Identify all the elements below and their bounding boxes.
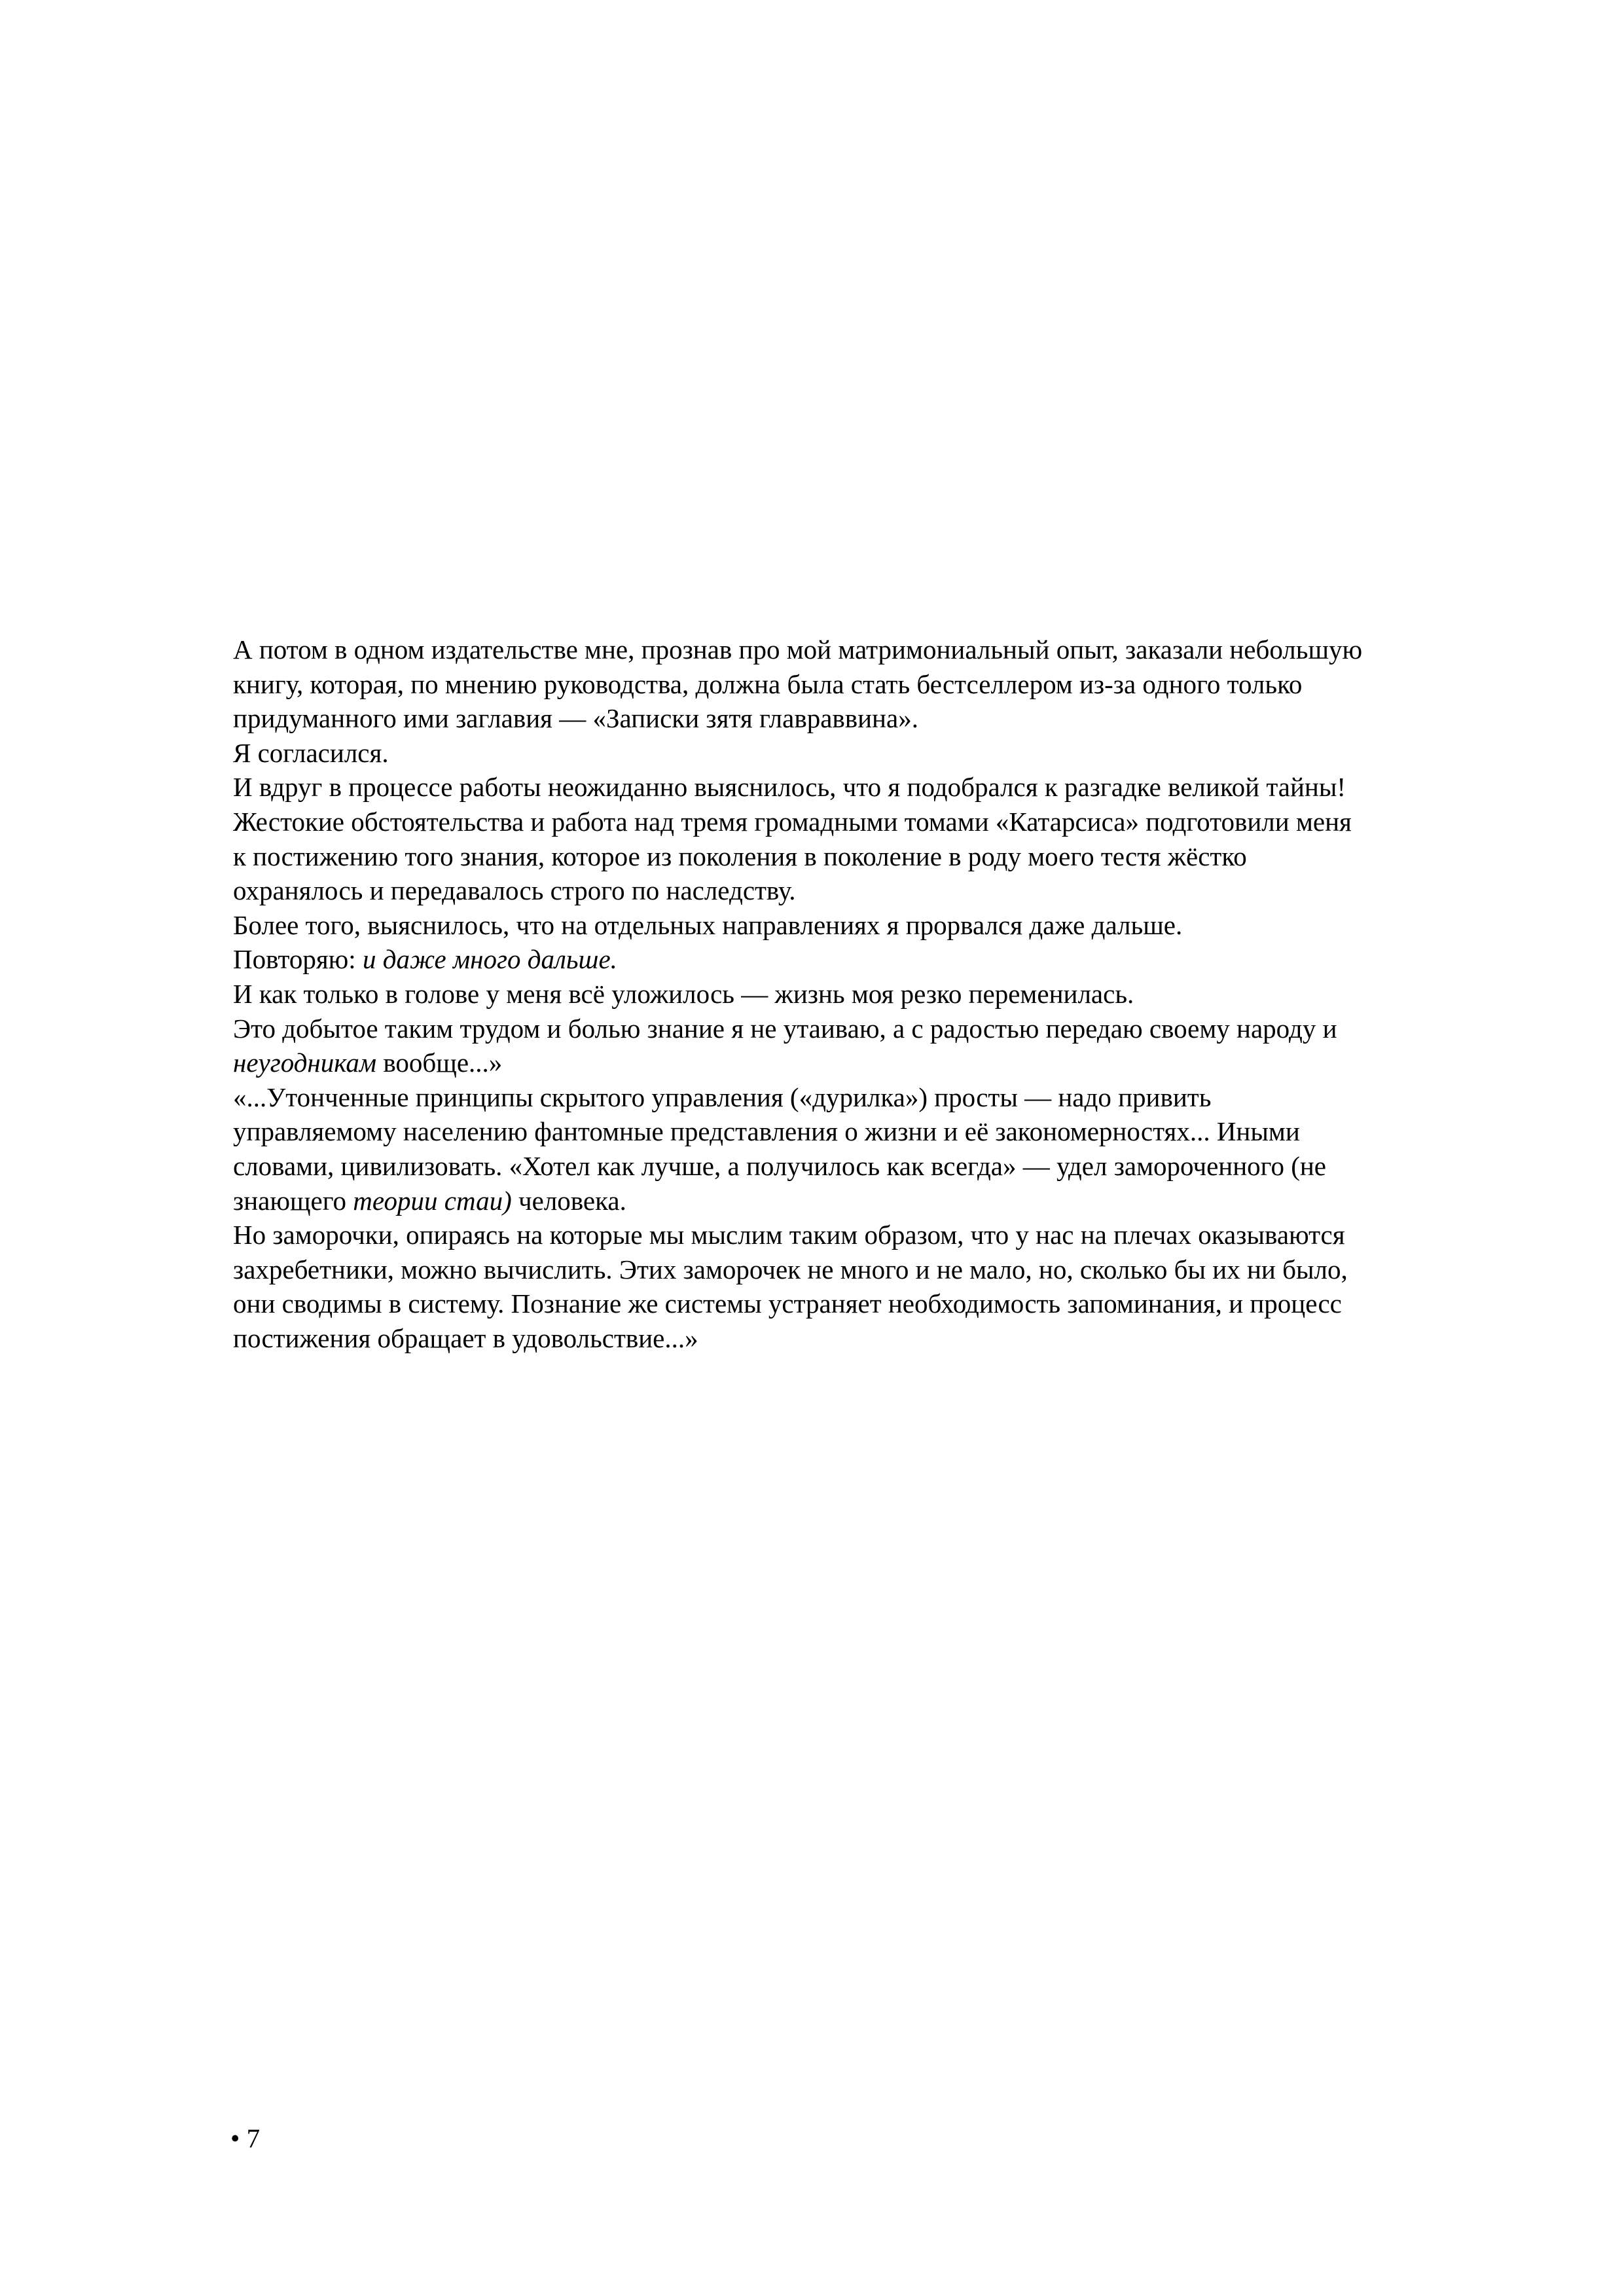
text-run: словами, цивилизовать. «Хотел как лучше, а получилось как всегда» — удел замороченного (не [233, 1150, 1327, 1181]
text-run: книгу, которая, по мнению руководства, должна была стать бестселлером из-за одного только [233, 668, 1303, 699]
text-run: знающего [233, 1185, 353, 1216]
text-line [233, 1218, 1536, 1252]
text-run: Повторяю: [233, 944, 363, 975]
text-line [233, 701, 1536, 736]
text-line [233, 942, 1536, 977]
page-footer [230, 2121, 260, 2155]
text-run: управляемому населению фантомные представления о жизни и её закономерностях... Иными [233, 1116, 1300, 1147]
text-run: они сводимы в систему. Познание же системы устраняет необходимость запоминания, и процесс [233, 1288, 1342, 1319]
text-run: охранялось и передавалось строго по наследству. [233, 875, 796, 906]
text-line [233, 1321, 1536, 1356]
body-text [233, 632, 1536, 1355]
italic-text: теории стаи) [353, 1185, 512, 1216]
text-line [233, 1286, 1536, 1321]
text-run: Я согласился. [233, 737, 389, 768]
text-run: человека. [511, 1185, 626, 1216]
text-run: вообще...» [376, 1048, 503, 1078]
text-line [233, 736, 1536, 771]
text-run: придуманного ими заглавия — «Записки зятя главраввина». [233, 703, 918, 734]
text-run: И как только в голове у меня всё уложилось — жизнь моя резко переменилась. [233, 978, 1134, 1009]
text-run: Но заморочки, опираясь на которые мы мыслим таким образом, что у нас на плечах оказываются [233, 1220, 1345, 1250]
text-line [233, 1080, 1536, 1115]
text-line [233, 805, 1536, 839]
text-run: А потом в одном издательстве мне, прознав про мой матримониальный опыт, заказали небольшую [233, 634, 1363, 665]
text-line [233, 1252, 1536, 1287]
footer-bullet: • [230, 2123, 240, 2153]
text-line [233, 977, 1536, 1011]
text-line [233, 908, 1536, 943]
italic-text: и даже много дальше. [362, 944, 617, 975]
text-run: Более того, выяснилось, что на отдельных направлениях я прорвался даже дальше. [233, 909, 1183, 940]
text-run: «...Утонченные принципы скрытого управления («дурилка») просты — надо привить [233, 1082, 1212, 1112]
italic-text: неугодникам [233, 1048, 377, 1078]
text-run: Это добытое таким трудом и болью знание я не утаиваю, а с радостью передаю своему народу и [233, 1013, 1337, 1044]
text-line [233, 632, 1536, 667]
text-line [233, 1011, 1536, 1046]
text-run: постижения обращает в удовольствие...» [233, 1322, 698, 1353]
text-line [233, 667, 1536, 702]
text-line [233, 1184, 1536, 1218]
page-number: 7 [246, 2123, 261, 2153]
text-line [233, 1114, 1536, 1149]
text-line [233, 873, 1536, 908]
text-line [233, 770, 1536, 805]
text-line [233, 839, 1536, 874]
text-run: Жестокие обстоятельства и работа над тремя громадными томами «Катарсиса» подготовили меня [233, 806, 1352, 837]
text-run: И вдруг в процессе работы неожиданно выяснилось, что я подобрался к разгадке великой тайны! [233, 772, 1346, 803]
text-run: к постижению того знания, которое из поколения в поколение в роду моего тестя жёстко [233, 841, 1247, 871]
text-line [233, 1149, 1536, 1184]
text-run: захребетники, можно вычислить. Этих заморочек не много и не мало, но, сколько бы их ни было, [233, 1254, 1348, 1285]
text-line [233, 1046, 1536, 1080]
